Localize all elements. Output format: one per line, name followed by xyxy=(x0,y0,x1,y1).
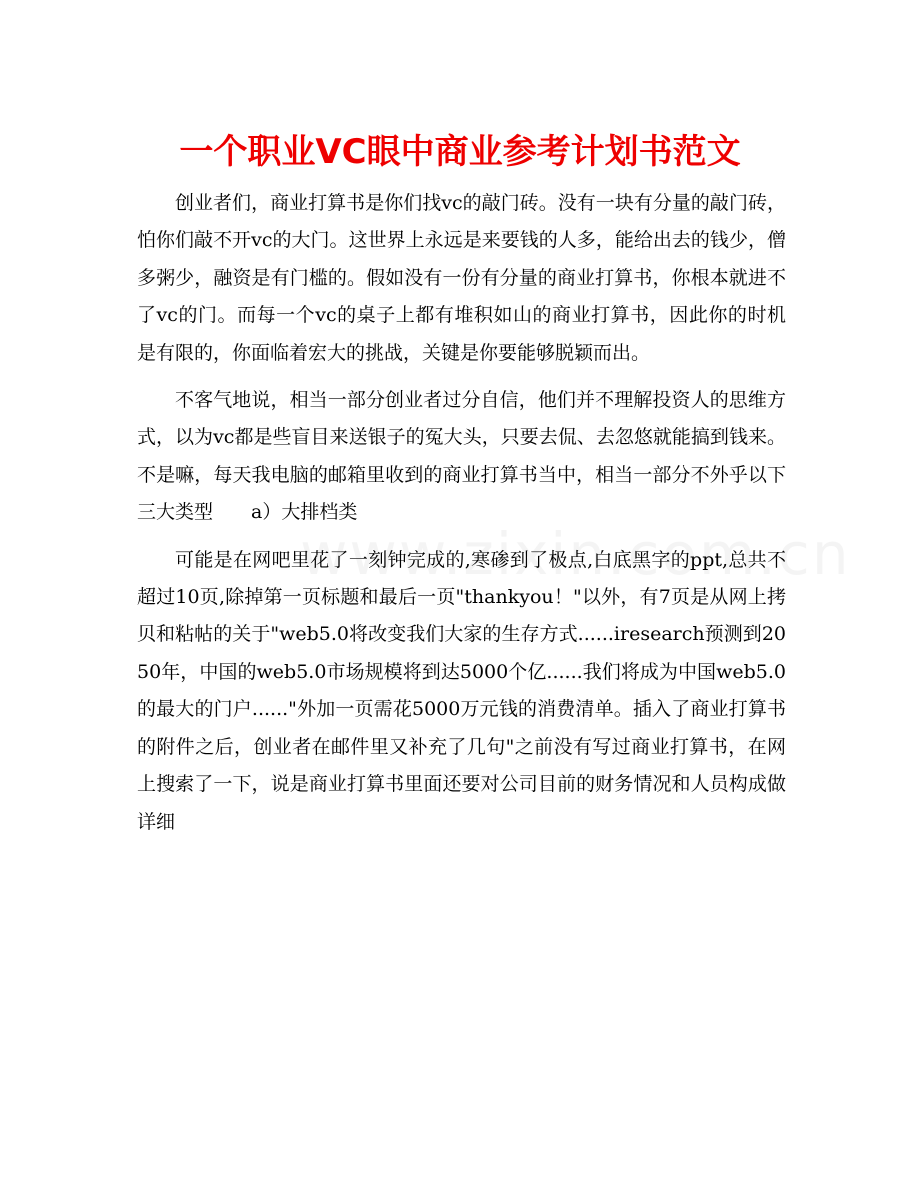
document-body xyxy=(137,185,786,851)
paragraph-1: 创业者们，商业打算书是你们找vc的敲门砖。没有一块有分量的敲门砖，怕你们敲不开vc的大门。这世界上永远是来要钱的人多，能给出去的钱少，僧多粥少，融资是有门槛的。假如没有一份有分量的商业打算书，你根本就进不了vc的门。而每一个vc的桌子上都有堆积如山的商业打算书，因此你的时机是有限的，你面临着宏大的挑战，关键是你要能够脱颖而出。 xyxy=(137,192,786,364)
paragraph-3: 可能是在网吧里花了一刻钟完成的,寒碜到了极点,白底黑字的ppt,总共不超过10页,除掉第一页标题和最后一页"thankyou！"以外，有7页是从网上拷贝和粘帖的关于"web5.0将改变我们大家的生存方式......iresearch预测到2050年，中国的web5.0市场规模将到达5000个亿......我们将成为中国web5.0的最大的门户......"外加一页需花5000万元钱的消费清单。插入了商业打算书的附件之后，创业者在邮件里又补充了几句"之前没有写过商业打算书，在网上搜索了一下，说是商业打算书里面还要对公司目前的财务情况和人员构成做详细 xyxy=(137,548,786,833)
document-title: 一个职业VC眼中商业参考计划书范文 xyxy=(179,132,741,172)
paragraph-2: 不客气地说，相当一部分创业者过分自信，他们并不理解投资人的思维方式，以为vc都是些盲目来送银子的冤大头，只要去侃、去忽悠就能搞到钱来。不是嘛，每天我电脑的邮箱里收到的商业打算书当中，相当一部分不外乎以下三大类型 a）大排档类 xyxy=(137,389,786,524)
